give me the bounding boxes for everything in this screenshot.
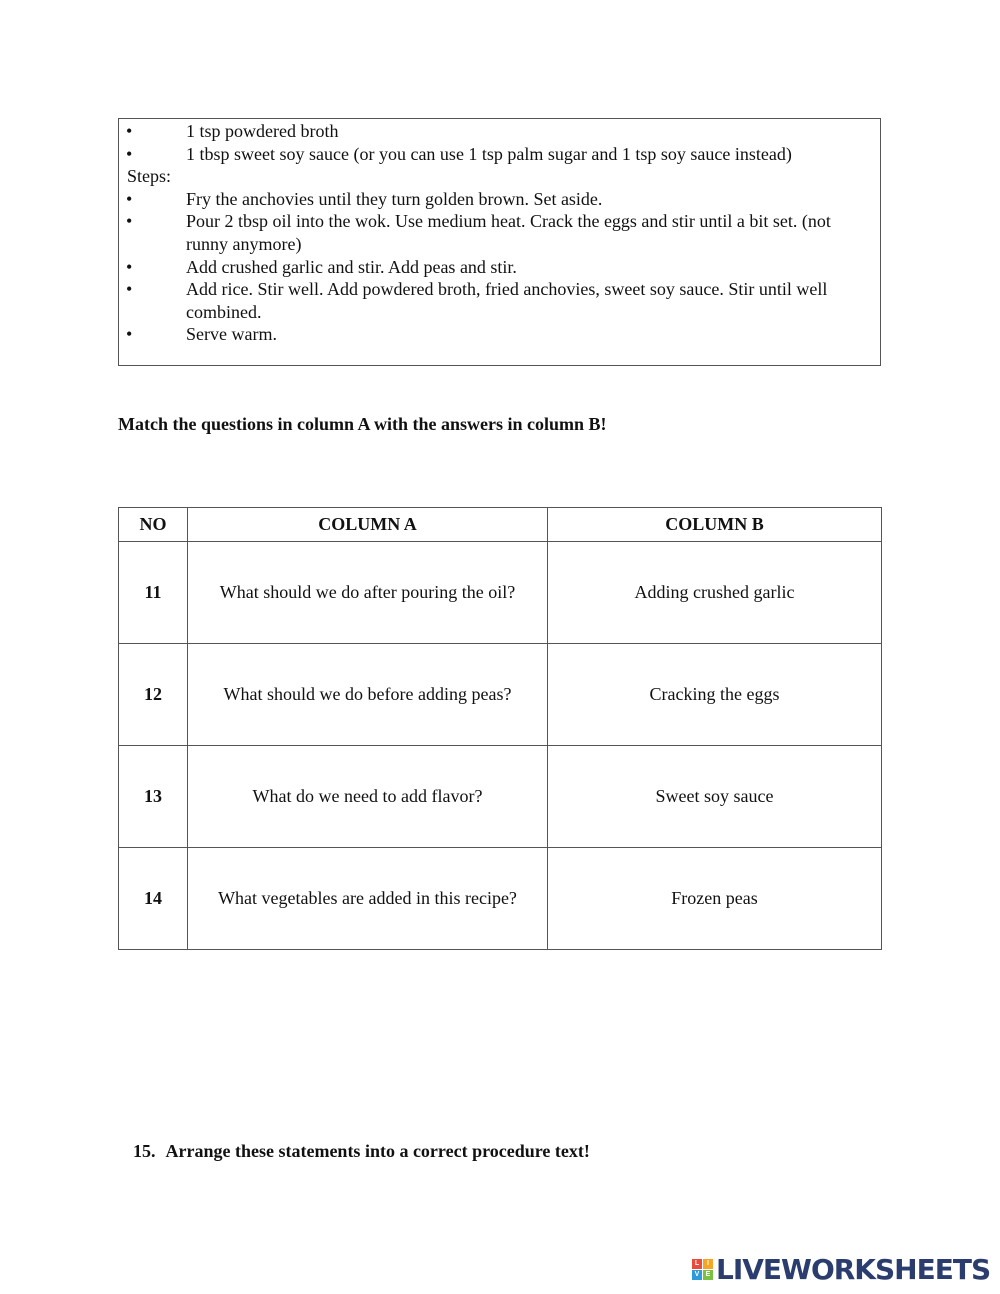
ingredient-text: 1 tbsp sweet soy sauce (or you can use 1 tsp palm sugar and 1 tsp soy sauce instead) xyxy=(186,143,792,164)
bullet: • xyxy=(126,121,133,141)
answer-cell[interactable]: Sweet soy sauce xyxy=(548,746,882,848)
question-15-text: Arrange these statements into a correct procedure text! xyxy=(165,1141,590,1161)
question-cell: What do we need to add flavor? xyxy=(188,746,548,848)
step-line xyxy=(119,210,880,255)
logo-mark-tile: L xyxy=(692,1259,702,1269)
table-header-row xyxy=(119,508,882,542)
step-line xyxy=(119,256,880,279)
liveworksheets-logo xyxy=(692,1253,990,1286)
question-15-number: 15. xyxy=(133,1141,156,1161)
answer-cell[interactable]: Adding crushed garlic xyxy=(548,542,882,644)
table-row xyxy=(119,542,882,644)
answer-cell[interactable]: Frozen peas xyxy=(548,848,882,950)
logo-mark-tile: I xyxy=(703,1259,713,1269)
step-text: Add crushed garlic and stir. Add peas and stir. xyxy=(186,256,517,277)
ingredient-line xyxy=(119,120,880,143)
question-cell: What should we do before adding peas? xyxy=(188,644,548,746)
ingredient-text: 1 tsp powdered broth xyxy=(186,121,339,141)
question-cell: What vegetables are added in this recipe? xyxy=(188,848,548,950)
row-number: 11 xyxy=(119,542,188,644)
logo-mark-tile: V xyxy=(692,1270,702,1280)
ingredient-line xyxy=(119,143,880,166)
bullet: • xyxy=(126,324,133,345)
header-column-b: COLUMN B xyxy=(548,508,882,542)
bullet: • xyxy=(126,143,133,164)
header-column-a: COLUMN A xyxy=(188,508,548,542)
bullet: • xyxy=(126,211,133,232)
table-row xyxy=(119,746,882,848)
row-number: 12 xyxy=(119,644,188,746)
question-cell: What should we do after pouring the oil? xyxy=(188,542,548,644)
logo-text: LIVEWORKSHEETS xyxy=(716,1253,991,1286)
bullet: • xyxy=(126,256,133,277)
matching-instruction: Match the questions in column A with the answers in column B! xyxy=(118,414,607,434)
step-text: Fry the anchovies until they turn golden brown. Set aside. xyxy=(186,188,603,209)
bullet: • xyxy=(126,188,133,209)
header-no: NO xyxy=(119,508,188,542)
step-line xyxy=(119,323,880,346)
question-15 xyxy=(133,1141,590,1162)
steps-label: Steps: xyxy=(127,166,172,187)
matching-table xyxy=(118,507,882,950)
recipe-box xyxy=(118,118,881,366)
logo-mark-icon xyxy=(692,1259,713,1280)
step-text: Pour 2 tbsp oil into the wok. Use medium heat. Crack the eggs and stir until a bit set. (not runny anymore) xyxy=(186,211,831,254)
table-row xyxy=(119,644,882,746)
step-line xyxy=(119,188,880,211)
table-row xyxy=(119,848,882,950)
answer-cell[interactable]: Cracking the eggs xyxy=(548,644,882,746)
row-number: 14 xyxy=(119,848,188,950)
bullet: • xyxy=(126,279,133,300)
logo-mark-tile: E xyxy=(703,1270,713,1280)
row-number: 13 xyxy=(119,746,188,848)
step-line xyxy=(119,278,880,323)
step-text: Serve warm. xyxy=(186,324,277,345)
step-text: Add rice. Stir well. Add powdered broth, fried anchovies, sweet soy sauce. Stir until well combined. xyxy=(186,279,828,322)
